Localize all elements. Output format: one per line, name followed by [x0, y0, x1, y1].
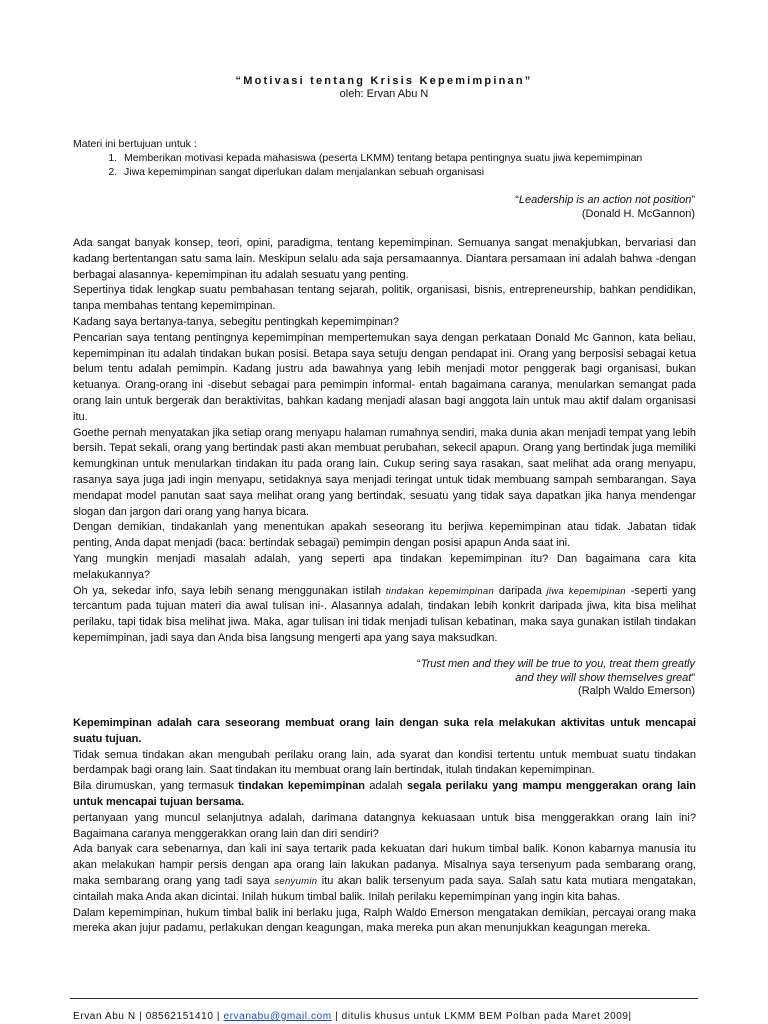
paragraph: Pencarian saya tentang pentingnya kepemimpinan mempertemukan saya dengan perkataan Donald Mc Gannon, kata beliau, kepemimpinan itu adalah tindakan bukan posisi. Betapa saya setuju dengan pendapat ini. Orang yang berposisi sebagai ketua belum tentu adalah pemimpin. Kadang justru ada bawahnya yang lebih menjadi motor penggerak bagi organisasi, bukan ketuanya. Orang-orang ini -disebut sebagai para pemimpin informal- entah bagaimana caranya, menularkan semangat pada orang lain untuk bergerak dan beraktivitas, bahkan kadang menjadi alasan bagi anggota lain untuk mau aktif dalam organisasi itu.	[73, 331, 696, 423]
paragraph: Yang mungkin menjadi masalah adalah, yang seperti apa tindakan kepemimpinan itu? Dan bagaimana cara kita melakukannya?	[73, 552, 696, 581]
term-tindakan-kepemimpinan: tindakan kepemimpinan	[385, 585, 495, 597]
author-line: oleh: Ervan Abu N	[339, 88, 429, 100]
footer-separator: |	[135, 1011, 146, 1022]
quote-attribution: (Donald H. McGannon)	[581, 207, 695, 220]
footer-phone: 08562151410	[145, 1011, 214, 1022]
title-block	[0, 74, 768, 101]
quote-text: Leadership is an action not position	[518, 194, 692, 206]
footer-divider	[70, 998, 698, 999]
section-body-1	[73, 236, 696, 647]
document-title: “Motivasi tentang Krisis Kepemimpinan”	[235, 75, 533, 87]
text-run: Bila dirumuskan, yang termasuk	[73, 780, 239, 793]
close-quote-mark: ”	[691, 671, 695, 684]
paragraph	[73, 779, 696, 811]
objectives-lead: Materi ini bertujuan untuk :	[73, 138, 197, 150]
quote-emerson	[417, 658, 695, 699]
footer-separator: |	[331, 1011, 342, 1022]
paragraph: Kadang saya bertanya-tanya, sebegitu pentingkah kepemimpinan?	[73, 315, 399, 328]
footer-author: Ervan Abu N	[73, 1011, 136, 1022]
objectives-section	[73, 137, 703, 179]
paragraph: Dengan demikian, tindakanlah yang menentukan apakah seseorang itu berjiwa kepemimpinan atau tidak. Jabatan tidak penting, Anda dapat menjadi (baca: bertindak sebagai) pemimpin dengan posisi apapun Anda saat ini.	[73, 521, 696, 550]
term-jiwa-kepemimpinan: jiwa kepemipinan	[546, 585, 626, 597]
text-run: -seperti yang tercantum pada tujuan materi dia awal tulisan ini-. Alasannya adalah, tindakan lebih konkrit daripada jiwa, kita bisa melihat perilaku, tapi tidak bisa melihat jiwa. Maka, agar tulisan ini tidak menjadi tulisan kebatinan, maka saya gunakan istilah tindakan kepemimpinan, jadi saya dan Anda bisa langsung mengerti apa yang saya maksudkan.	[73, 584, 696, 644]
paragraph: Ada sangat banyak konsep, teori, opini, paradigma, tentang kepemimpinan. Semuanya sangat menakjubkan, bervariasi dan kadang bertentangan satu sama lain. Meskipun selalu ada saja persamaannya. Diantara persamaan ini adalah bahwa -dengan berbagai alasannya- kepemimpinan itu adalah sesuatu yang penting.	[73, 237, 696, 281]
paragraph: pertanyaan yang muncul selanjutnya adalah, darimana datangnya kekuasaan untuk bisa menggerakkan orang lain ini? Bagaimana caranya menggerakkan orang lain dan diri sendiri?	[73, 811, 696, 840]
objectives-list	[73, 151, 703, 179]
section-body-2	[73, 716, 696, 937]
text-run: daripada	[494, 584, 547, 597]
open-quote-mark: “	[515, 194, 519, 206]
quote-mcgannon	[515, 194, 695, 221]
quote-text-line-1: Trust men and they will be true to you, treat them greatly	[420, 658, 695, 670]
text-run: Ada banyak cara sebenarnya, dan kali ini saya tertarik pada kekuatan dari hukum timbal balik. Konon kabarnya manusia itu akan melakukan hampir persis dengan apa orang lain lakukan padanya. Misalnya saya tersenyum pada sembarang orang, maka sembarang orang yang tadi saya	[73, 843, 696, 887]
footer-note: ditulis khusus untuk LKMM BEM Polban pada Maret 2009|	[341, 1011, 632, 1022]
paragraph: Tidak semua tindakan akan mengubah perilaku orang lain, ada syarat dan kondisi tertentu untuk membuat suatu tindakan berdampak bagi orang lain. Saat tindakan itu membuat orang lain bertindak, itulah tindakan kepemimpinan.	[73, 748, 696, 777]
paragraph: Dalam kepemimpinan, hukum timbal balik ini berlaku juga, Ralph Waldo Emerson mengatakan demikian, percayai orang maka mereka akan jujur padamu, perlakukan dengan keagungan, maka mereka pun akan menunjukkan keagungan mereka.	[73, 906, 696, 935]
quote-attribution: (Ralph Waldo Emerson)	[578, 685, 695, 697]
close-quote-mark: ”	[691, 194, 695, 206]
footer-separator: |	[213, 1011, 224, 1022]
thesis-statement: Kepemimpinan adalah cara seseorang membuat orang lain dengan suka rela melakukan aktivitas untuk mencapai suatu tujuan.	[73, 717, 696, 745]
paragraph	[73, 584, 696, 647]
text-run: Oh ya, sekedar info, saya lebih senang menggunakan istilah	[73, 584, 386, 597]
paragraph	[73, 842, 696, 905]
bold-definition: segala perilaku yang mampu menggerakan orang lain untuk mencapai tujuan bersama.	[73, 780, 697, 808]
footer-email-link[interactable]: ervanabu@gmail.com	[223, 1011, 332, 1022]
quote-text-line-2: and they will show themselves great	[515, 671, 692, 684]
text-run: itu akan balik tersenyum pada saya. Salah satu kata mutiara mengatakan, cintailah maka Anda akan dicintai. Inilah hukum timbal balik. Inilah perilaku kepemimpinan yang ingin kita bahas.	[73, 874, 696, 903]
term-senyumin: senyumin	[274, 875, 318, 887]
text-run: adalah	[364, 780, 407, 793]
paragraph: Sepertinya tidak lengkap suatu pembahasan tentang sejarah, politik, organisasi, bisnis, entrepreneurship, bahkan pendidikan, tanpa membahas tentang kepemimpinan.	[73, 284, 696, 313]
paragraph: Goethe pernah menyatakan jika setiap orang menyapu halaman rumahnya sendiri, maka dunia akan menjadi tempat yang lebih bersih. Tepat sekali, orang yang bertindak pasti akan membuat perubahan, sekecil apapun. Orang yang bertindak juga memiliki kemungkinan untuk menularkan tindakan itu pada orang lain. Cukup sering saya rasakan, saat melihat ada orang menyapu, rasanya saya juga jadi ingin menyapu, setidaknya saya menjadi teringat untuk tidak membuang sampah sembarangan. Saya mendapat model panutan saat saya melihat orang yang bertindak, sesuatu yang tidak saya dapatkan jika hanya mendengar slogan dan jargon dari orang yang hanya bicara.	[73, 426, 696, 518]
objective-item: 2. Jiwa kepemimpinan sangat diperlukan dalam menjalankan sebuah organisasi	[120, 165, 703, 179]
open-quote-mark: “	[417, 658, 421, 670]
footer	[73, 1011, 632, 1022]
objective-item: 1. Memberikan motivasi kepada mahasiswa (peserta LKMM) tentang betapa pentingnya suatu jiwa kepemimpinan	[120, 151, 703, 165]
bold-term: tindakan kepemimpinan	[238, 780, 365, 793]
